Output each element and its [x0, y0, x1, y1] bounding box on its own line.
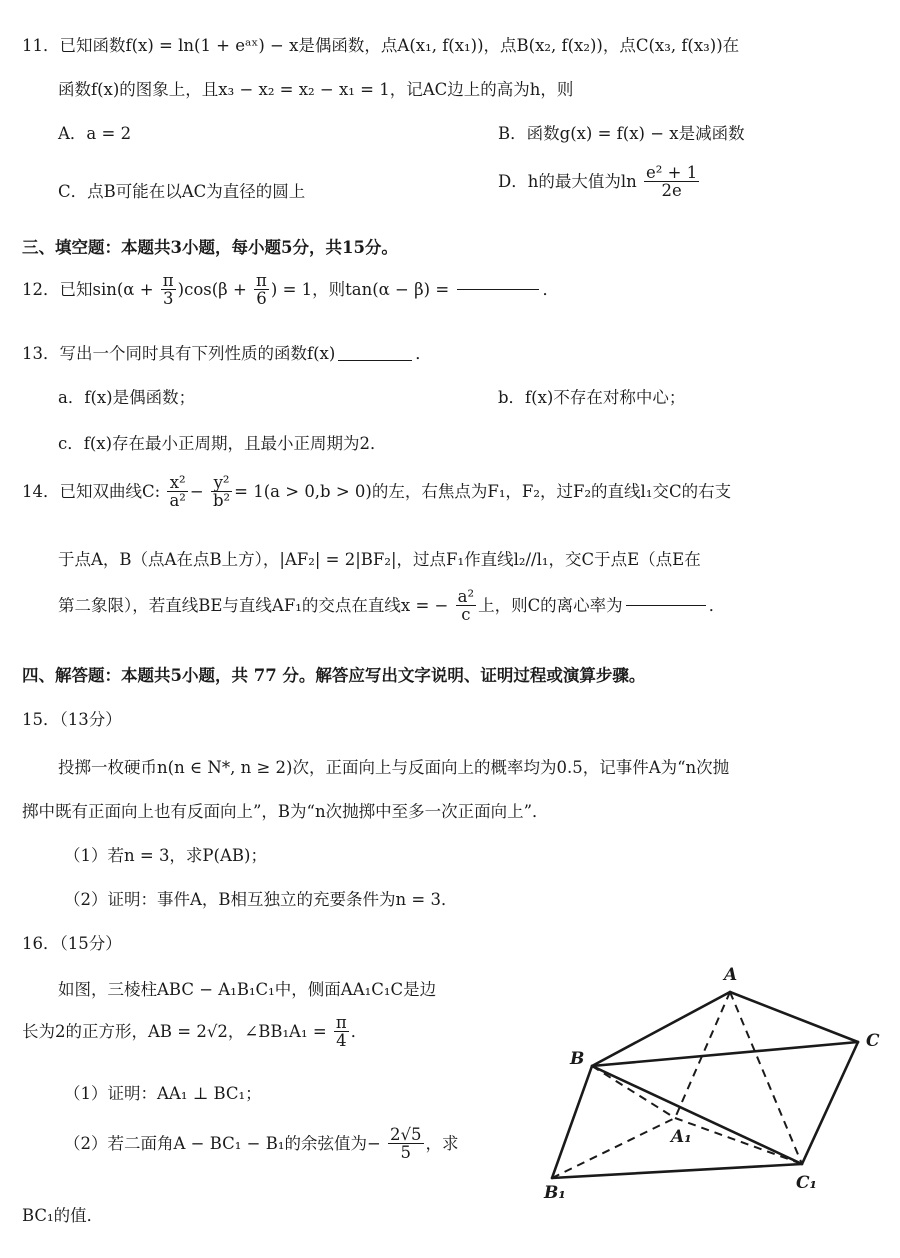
q11-line1: [22, 36, 739, 56]
edge-B1C1: [552, 1164, 802, 1178]
q14-line1: [22, 474, 731, 510]
q14-fraction-y: [211, 474, 232, 510]
q14-fraction-x-numerator: x²: [167, 474, 187, 492]
edge-A1B: [592, 1066, 675, 1118]
q12-fraction-1-numerator: π: [162, 271, 174, 290]
q14-number: 14．: [22, 481, 60, 501]
q11-number: 11．: [22, 36, 60, 55]
q15-stem-line1: 投掷一枚硬币n(n ∈ N*, n ≥ 2)次，正面向上与反面向上的概率均为0.5，记事件A为“n次抛: [58, 758, 730, 777]
q14-fraction-a2c-numerator: a²: [457, 587, 475, 606]
q11-option-d-fraction: [644, 164, 699, 200]
q16-part2-post: ，求: [425, 1133, 459, 1153]
q15-stem-line2: 掷中既有正面向上也有反面向上”，B为“n次抛掷中至多一次正面向上”．: [22, 802, 549, 821]
q14-line3: [58, 588, 725, 624]
q16-fraction-pi4: [334, 1014, 349, 1050]
vertex-label-C: C: [866, 1031, 880, 1051]
q14-fraction-y-denominator: b²: [212, 491, 231, 511]
q11-option-b: B．函数g(x) = f(x) − x是减函数: [498, 124, 745, 143]
q12-fraction-2-denominator: 6: [256, 289, 267, 309]
q13-line: [22, 344, 432, 364]
q15-part2: （2）证明：事件A，B相互独立的充要条件为n = 3．: [64, 890, 458, 909]
prism-figure: [530, 958, 890, 1208]
q12-number: 12．: [22, 279, 60, 299]
q15-header: 15．（13分）: [22, 710, 122, 729]
vertex-label-A: A: [724, 965, 738, 985]
q14-answer-blank[interactable]: [626, 605, 706, 606]
q11-option-d-numerator: e² + 1: [646, 163, 698, 182]
q12-text-part1: 已知sin(α +: [59, 279, 154, 299]
q16-stem-line2-text: 长为2的正方形，AB = 2√2，∠BB₁A₁ =: [22, 1021, 327, 1041]
q12-end: ．: [542, 279, 559, 299]
q16-part2-text: （2）若二面角A − BC₁ − B₁的余弦值为−: [64, 1133, 381, 1153]
vertex-label-C1: C₁: [796, 1173, 817, 1193]
section4-title: 四、解答题：本题共5小题，共 77 分。解答应写出文字说明、证明过程或演算步骤。: [22, 666, 646, 685]
q16-stem-line1: 如图，三棱柱ABC − A₁B₁C₁中，侧面AA₁C₁C是边: [58, 980, 437, 999]
edge-A1C1: [675, 1118, 802, 1164]
q13-number: 13．: [22, 344, 60, 363]
q16-fraction-pi4-numerator: π: [335, 1013, 347, 1032]
q16-fraction-cos-denominator: 5: [400, 1143, 412, 1163]
q12-text-part2: )cos(β +: [177, 279, 247, 299]
q14-line3-text: 第二象限），若直线BE与直线AF₁的交点在直线x = −: [58, 595, 449, 615]
q14-fraction-x-denominator: a²: [169, 491, 186, 511]
q14-line3-post: 上，则C的离心率为: [478, 595, 623, 615]
q13-answer-blank[interactable]: [338, 360, 412, 361]
q16-fraction-pi4-denominator: 4: [336, 1031, 347, 1051]
q16-stem-line2-end: ．: [350, 1021, 368, 1041]
vertex-label-B: B: [570, 1049, 585, 1069]
q16-fraction-cos-numerator: 2√5: [390, 1125, 422, 1144]
q11-stem-line1: 已知函数f(x) = ln(1 + eᵃˣ) − x是偶函数，点A(x₁, f(x₁))，点B(x₂, f(x₂))，点C(x₃, f(x₃))在: [59, 36, 740, 55]
q13-property-a: a．f(x)是偶函数；: [58, 388, 196, 407]
q14-fraction-y-numerator: y²: [211, 474, 232, 492]
q16-fraction-cos: [388, 1126, 424, 1162]
edge-AC1: [730, 992, 802, 1164]
q15-part1: （1）若n = 3，求P(AB)；: [64, 846, 267, 865]
vertex-label-B1: B₁: [544, 1183, 566, 1203]
q11-option-a: A．a = 2: [58, 124, 132, 143]
vertex-label-A1: A₁: [671, 1127, 692, 1147]
q12-answer-blank[interactable]: [457, 289, 539, 290]
q12-text-part3: ) = 1，则tan(α − β) =: [270, 279, 450, 299]
q12-fraction-1: [161, 272, 176, 308]
q14-fraction-a2c: [456, 588, 476, 624]
edge-BB1: [552, 1066, 592, 1178]
q16-stem-line2: [22, 1014, 367, 1050]
q11-option-d: [498, 164, 701, 200]
q13-property-b: b．f(x)不存在对称中心；: [498, 388, 686, 407]
q14-end: ．: [708, 595, 726, 615]
q16-part2: [64, 1126, 459, 1162]
edge-AC: [730, 992, 858, 1042]
q13-property-c: c．f(x)存在最小正周期，且最小正周期为2．: [58, 434, 387, 453]
q13-end: ．: [415, 344, 432, 363]
q13-stem: 写出一个同时具有下列性质的函数f(x): [59, 344, 336, 363]
q11-stem-line2: 函数f(x)的图象上，且x₃ − x₂ = x₂ − x₁ = 1，记AC边上的高为h，则: [58, 80, 574, 99]
q14-text-part2: = 1(a > 0,b > 0)的左，右焦点为F₁，F₂，过F₂的直线l₁交C的右支: [234, 481, 732, 501]
q11-option-d-text: D．h的最大值为ln: [498, 171, 637, 191]
q14-text-part1: 已知双曲线C:: [59, 481, 161, 501]
q12-line: [22, 272, 559, 308]
q16-header: 16．（15分）: [22, 934, 122, 953]
q14-minus: −: [189, 481, 204, 501]
section3-title: 三、填空题：本题共3小题，每小题5分，共15分。: [22, 238, 398, 257]
q12-fraction-1-denominator: 3: [162, 289, 174, 309]
q16-part1: （1）证明：AA₁ ⊥ BC₁；: [64, 1084, 262, 1103]
edge-BC1: [592, 1066, 802, 1164]
q16-last-line: BC₁的值．: [22, 1206, 104, 1225]
q14-fraction-x: [167, 474, 187, 510]
edge-CC1: [802, 1042, 858, 1164]
q11-option-d-denominator: 2e: [661, 181, 682, 201]
q12-fraction-2: [254, 272, 269, 308]
q14-fraction-a2c-denominator: c: [461, 605, 471, 625]
q14-line2: 于点A，B（点A在点B上方），|AF₂| = 2|BF₂|，过点F₁作直线l₂//l₁，交C于点E（点E在: [58, 550, 701, 569]
q11-option-c: C．点B可能在以AC为直径的圆上: [58, 182, 306, 201]
q12-fraction-2-numerator: π: [256, 271, 267, 290]
